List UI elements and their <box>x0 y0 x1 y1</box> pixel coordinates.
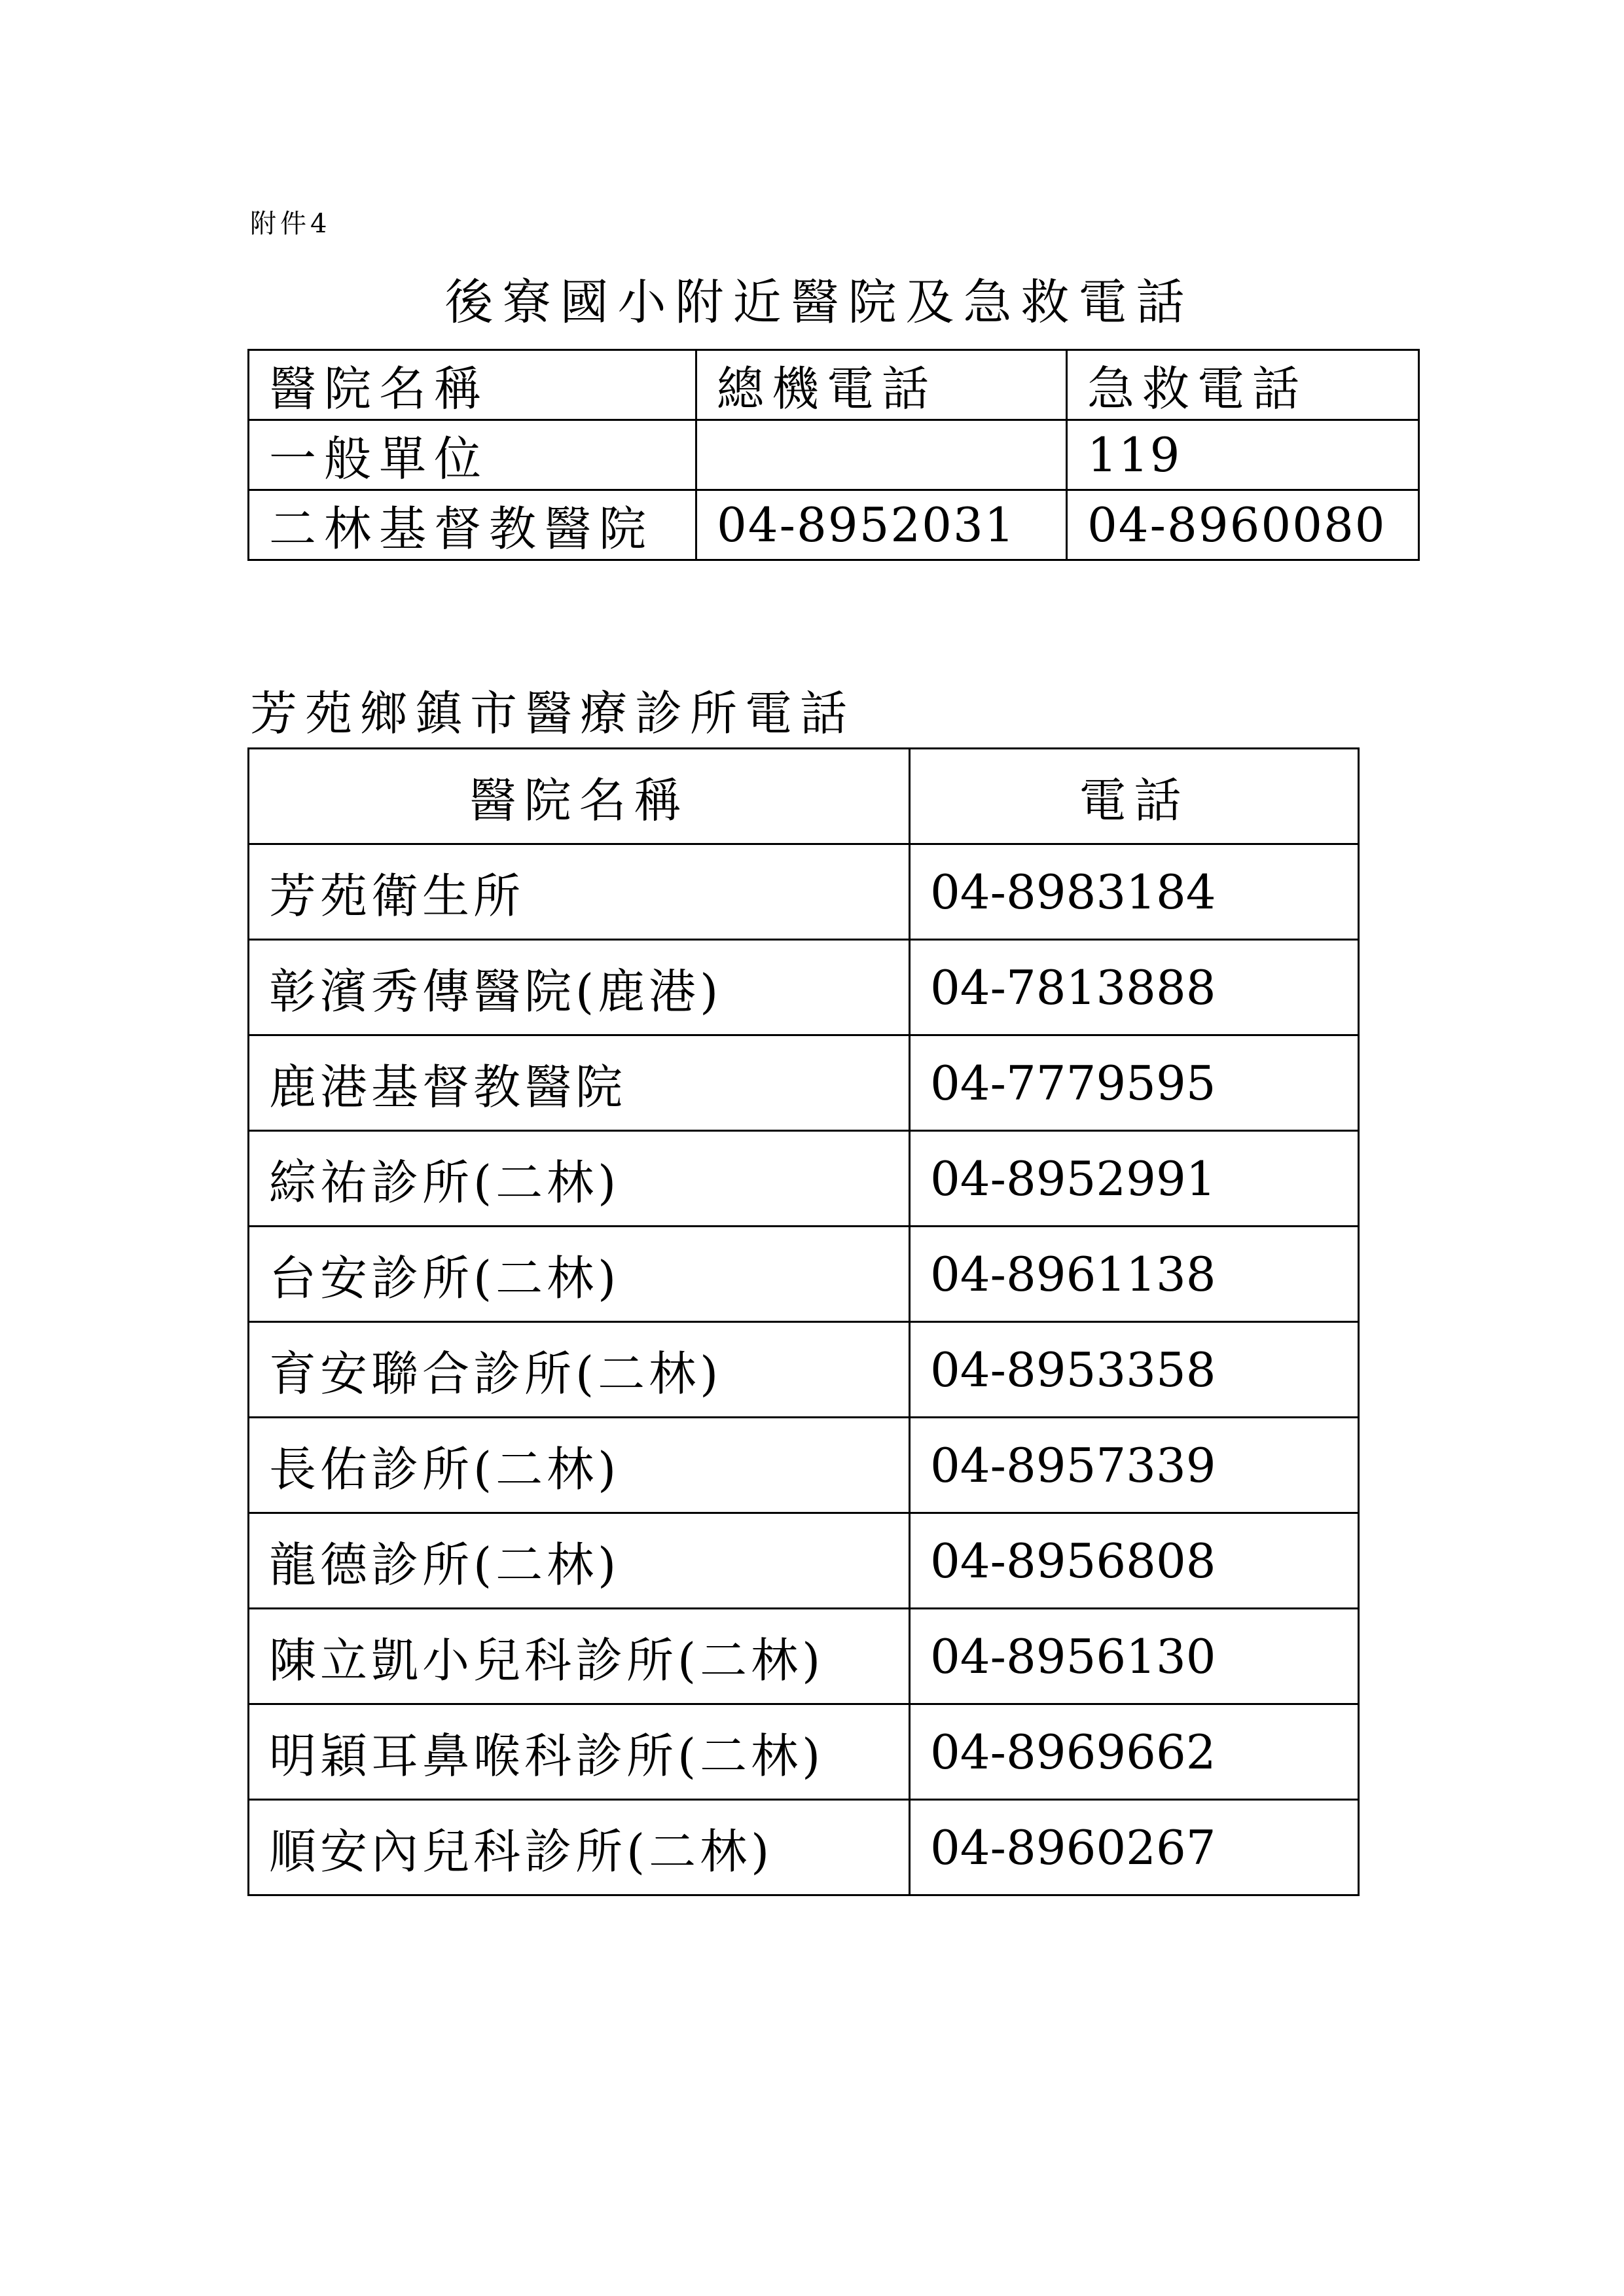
cell-phone: 04-8956808 <box>910 1513 1359 1609</box>
cell-emergency-phone: 119 <box>1067 420 1419 490</box>
table-row <box>249 420 1419 490</box>
cell-clinic-name: 鹿港基督教醫院 <box>249 1035 910 1131</box>
cell-main-phone: 04-8952031 <box>696 490 1067 560</box>
cell-clinic-name: 陳立凱小兒科診所(二林) <box>249 1609 910 1704</box>
header-cell-hospital-name: 醫院名稱 <box>249 350 696 420</box>
cell-hospital-name: 二林基督教醫院 <box>249 490 696 560</box>
cell-phone: 04-7779595 <box>910 1035 1359 1131</box>
cell-phone: 04-8957339 <box>910 1418 1359 1513</box>
table-header-row <box>249 350 1419 420</box>
clinic-phone-table <box>247 747 1360 1896</box>
table-row <box>249 1513 1359 1609</box>
clinic-section-title: 芳苑鄉鎮市醫療診所電話 <box>250 686 856 741</box>
cell-clinic-name: 龍德診所(二林) <box>249 1513 910 1609</box>
emergency-phone-table <box>247 349 1420 561</box>
table-row <box>249 844 1359 940</box>
cell-phone: 04-8961138 <box>910 1227 1359 1322</box>
table-row <box>249 490 1419 560</box>
header-cell-phone: 電話 <box>910 749 1359 844</box>
cell-phone: 04-7813888 <box>910 940 1359 1035</box>
table-row <box>249 1704 1359 1800</box>
table-row <box>249 1609 1359 1704</box>
cell-main-phone <box>696 420 1067 490</box>
table-row <box>249 1800 1359 1895</box>
cell-clinic-name: 育安聯合診所(二林) <box>249 1322 910 1418</box>
cell-clinic-name: 芳苑衛生所 <box>249 844 910 940</box>
table-row <box>249 940 1359 1035</box>
table-header-row <box>249 749 1359 844</box>
table-row <box>249 1418 1359 1513</box>
cell-emergency-phone: 04-8960080 <box>1067 490 1419 560</box>
cell-phone: 04-8952991 <box>910 1131 1359 1227</box>
table-row <box>249 1035 1359 1131</box>
cell-phone: 04-8953358 <box>910 1322 1359 1418</box>
header-cell-main-phone: 總機電話 <box>696 350 1067 420</box>
cell-clinic-name: 綜祐診所(二林) <box>249 1131 910 1227</box>
cell-phone: 04-8969662 <box>910 1704 1359 1800</box>
document-title: 後寮國小附近醫院及急救電話 <box>444 274 1194 331</box>
cell-clinic-name: 彰濱秀傳醫院(鹿港) <box>249 940 910 1035</box>
table-row <box>249 1322 1359 1418</box>
cell-hospital-name: 一般單位 <box>249 420 696 490</box>
cell-clinic-name: 順安內兒科診所(二林) <box>249 1800 910 1895</box>
header-cell-hospital-name: 醫院名稱 <box>249 749 910 844</box>
cell-clinic-name: 明穎耳鼻喉科診所(二林) <box>249 1704 910 1800</box>
cell-phone: 04-8960267 <box>910 1800 1359 1895</box>
attachment-label: 附件4 <box>250 209 331 239</box>
table-row <box>249 1227 1359 1322</box>
cell-clinic-name: 台安診所(二林) <box>249 1227 910 1322</box>
cell-phone: 04-8983184 <box>910 844 1359 940</box>
cell-clinic-name: 長佑診所(二林) <box>249 1418 910 1513</box>
cell-phone: 04-8956130 <box>910 1609 1359 1704</box>
header-cell-emergency-phone: 急救電話 <box>1067 350 1419 420</box>
table-row <box>249 1131 1359 1227</box>
